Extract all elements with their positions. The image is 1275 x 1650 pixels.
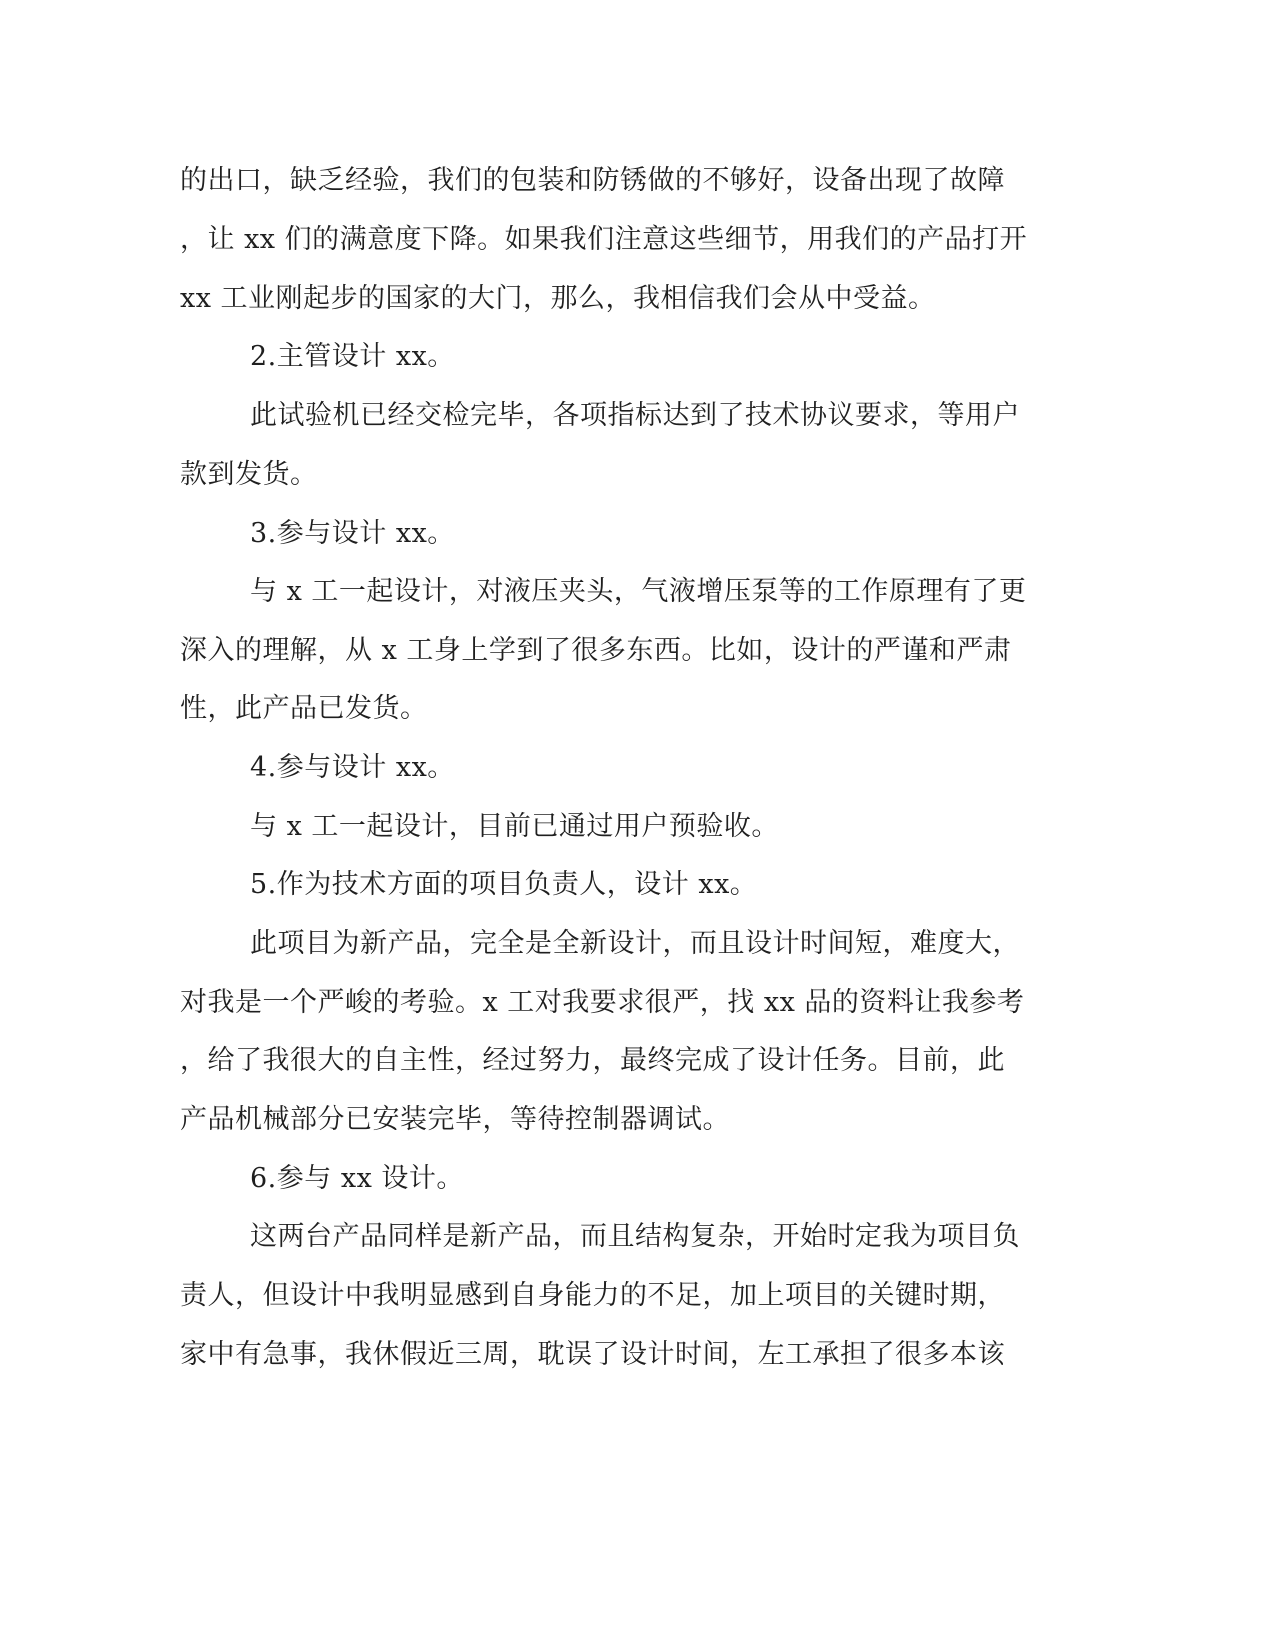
paragraph-line: 与 x 工一起设计，目前已通过用户预验收。: [250, 811, 779, 842]
paragraph-line: 此项目为新产品，完全是全新设计，而且设计时间短，难度大，: [250, 928, 1020, 959]
section-heading: 2.主管设计 xx。: [250, 341, 455, 372]
paragraph-line: 家中有急事，我休假近三周，耽误了设计时间，左工承担了很多本该: [180, 1339, 1005, 1370]
paragraph-line: 对我是一个严峻的考验。x 工对我要求很严，找 xx 品的资料让我参考: [180, 987, 1025, 1018]
section-heading: 4.参与设计 xx。: [250, 752, 455, 783]
paragraph-line: 的出口，缺乏经验，我们的包装和防锈做的不够好，设备出现了故障: [180, 165, 1005, 196]
section-heading: 5.作为技术方面的项目负责人，设计 xx。: [250, 869, 758, 900]
paragraph-line: 与 x 工一起设计，对液压夹头，气液增压泵等的工作原理有了更: [250, 576, 1027, 607]
paragraph-line: ，让 xx 们的满意度下降。如果我们注意这些细节，用我们的产品打开: [180, 224, 1028, 255]
paragraph-line: 此试验机已经交检完毕，各项指标达到了技术协议要求，等用户: [250, 400, 1020, 431]
paragraph-line: 性，此产品已发货。: [180, 693, 428, 724]
section-heading: 6.参与 xx 设计。: [250, 1163, 464, 1194]
section-heading: 3.参与设计 xx。: [250, 518, 455, 549]
paragraph-line: 这两台产品同样是新产品，而且结构复杂，开始时定我为项目负: [250, 1221, 1020, 1252]
paragraph-line: 款到发货。: [180, 459, 318, 490]
paragraph-line: ，给了我很大的自主性，经过努力，最终完成了设计任务。目前，此: [180, 1045, 1005, 1076]
paragraph-line: xx 工业刚起步的国家的大门，那么，我相信我们会从中受益。: [180, 283, 936, 314]
paragraph-line: 产品机械部分已安装完毕，等待控制器调试。: [180, 1104, 730, 1135]
paragraph-line: 责人，但设计中我明显感到自身能力的不足，加上项目的关键时期，: [180, 1280, 1005, 1311]
paragraph-line: 深入的理解，从 x 工身上学到了很多东西。比如，设计的严谨和严肃: [180, 635, 1012, 666]
